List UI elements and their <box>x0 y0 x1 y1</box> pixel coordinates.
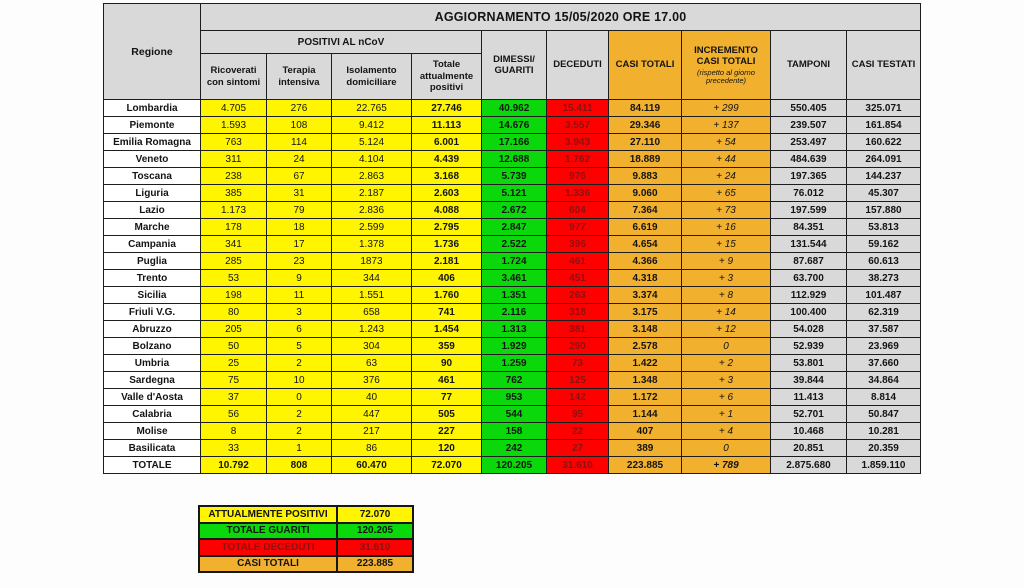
cell-ricoverati: 53 <box>201 270 267 287</box>
cell-totale-positivi: 461 <box>412 372 482 389</box>
title-row <box>104 4 921 31</box>
cell-guariti: 1.351 <box>482 287 547 304</box>
cell-casi-testati: 50.847 <box>847 406 921 423</box>
cell-guariti: 17.166 <box>482 134 547 151</box>
column-header-terapia-intensiva: Terapia intensiva <box>267 54 332 100</box>
cell-isolamento: 22.765 <box>332 100 412 117</box>
table-row <box>104 355 921 372</box>
cell-guariti: 1.313 <box>482 321 547 338</box>
cell-casi-totali: 2.578 <box>609 338 682 355</box>
cell-totale-positivi: 2.603 <box>412 185 482 202</box>
cell-tamponi: 550.405 <box>771 100 847 117</box>
cell-terapia: 67 <box>267 168 332 185</box>
cell-casi-testati: 37.587 <box>847 321 921 338</box>
cell-incremento: + 6 <box>682 389 771 406</box>
column-header-incremento <box>682 31 771 100</box>
cell-region: Umbria <box>104 355 201 372</box>
cell-totale-positivi: 3.168 <box>412 168 482 185</box>
table-row <box>104 440 921 457</box>
cell-totale-positivi: 406 <box>412 270 482 287</box>
cell-totale-positivi: 77 <box>412 389 482 406</box>
cell-casi-totali: 407 <box>609 423 682 440</box>
summary-value: 120.205 <box>337 523 413 540</box>
cell-deceduti: 15.411 <box>547 100 609 117</box>
cell-casi-totali: 4.318 <box>609 270 682 287</box>
table-row <box>104 100 921 117</box>
cell-guariti: 158 <box>482 423 547 440</box>
cell-casi-testati: 45.307 <box>847 185 921 202</box>
cell-casi-testati: 34.864 <box>847 372 921 389</box>
cell-tamponi: 100.400 <box>771 304 847 321</box>
cell-incremento: + 137 <box>682 117 771 134</box>
cell-incremento: + 3 <box>682 270 771 287</box>
summary-row <box>199 539 413 556</box>
cell-casi-totali: 29.346 <box>609 117 682 134</box>
cell-isolamento: 40 <box>332 389 412 406</box>
cell-isolamento: 447 <box>332 406 412 423</box>
table-title: AGGIORNAMENTO 15/05/2020 ORE 17.00 <box>201 4 921 31</box>
cell-tamponi: 54.028 <box>771 321 847 338</box>
column-header-isolamento: Isolamento domiciliare <box>332 54 412 100</box>
cell-isolamento: 2.599 <box>332 219 412 236</box>
cell-casi-totali: 3.148 <box>609 321 682 338</box>
cell-guariti: 3.461 <box>482 270 547 287</box>
cell-isolamento: 304 <box>332 338 412 355</box>
cell-casi-totali: 9.060 <box>609 185 682 202</box>
cell-terapia: 108 <box>267 117 332 134</box>
cell-deceduti: 27 <box>547 440 609 457</box>
cell-deceduti: 1.336 <box>547 185 609 202</box>
cell-isolamento: 2.836 <box>332 202 412 219</box>
cell-casi-totali: 3.374 <box>609 287 682 304</box>
cell-tamponi: 52.701 <box>771 406 847 423</box>
cell-deceduti: 3.943 <box>547 134 609 151</box>
cell-region: Trento <box>104 270 201 287</box>
cell-region: Emilia Romagna <box>104 134 201 151</box>
cell-guariti: 2.116 <box>482 304 547 321</box>
cell-incremento: + 12 <box>682 321 771 338</box>
summary-row <box>199 523 413 540</box>
cell-terapia: 2 <box>267 406 332 423</box>
cell-ricoverati: 341 <box>201 236 267 253</box>
cell-deceduti: 396 <box>547 236 609 253</box>
cell-casi-testati: 325.071 <box>847 100 921 117</box>
cell-guariti: 242 <box>482 440 547 457</box>
cell-casi-testati: 161.854 <box>847 117 921 134</box>
cell-terapia: 24 <box>267 151 332 168</box>
cell-terapia: 10 <box>267 372 332 389</box>
cell-isolamento: 1.378 <box>332 236 412 253</box>
table-body <box>104 100 921 474</box>
cell-ricoverati: 37 <box>201 389 267 406</box>
cell-incremento: + 54 <box>682 134 771 151</box>
cell-totale-positivi: 6.001 <box>412 134 482 151</box>
summary-row <box>199 506 413 523</box>
cell-totale-positivi: 72.070 <box>412 457 482 474</box>
cell-guariti: 2.847 <box>482 219 547 236</box>
cell-ricoverati: 10.792 <box>201 457 267 474</box>
cell-region: Sicilia <box>104 287 201 304</box>
cell-casi-totali: 7.364 <box>609 202 682 219</box>
cell-region: TOTALE <box>104 457 201 474</box>
cell-region: Friuli V.G. <box>104 304 201 321</box>
cell-totale-positivi: 90 <box>412 355 482 372</box>
column-header-tamponi: TAMPONI <box>771 31 847 100</box>
cell-guariti: 5.739 <box>482 168 547 185</box>
cell-terapia: 3 <box>267 304 332 321</box>
table-row <box>104 236 921 253</box>
cell-tamponi: 253.497 <box>771 134 847 151</box>
cell-guariti: 544 <box>482 406 547 423</box>
cell-region: Sardegna <box>104 372 201 389</box>
cell-ricoverati: 33 <box>201 440 267 457</box>
cell-deceduti: 22 <box>547 423 609 440</box>
summary-row <box>199 556 413 573</box>
cell-casi-totali: 3.175 <box>609 304 682 321</box>
summary-value: 223.885 <box>337 556 413 573</box>
cell-casi-totali: 1.422 <box>609 355 682 372</box>
cell-region: Veneto <box>104 151 201 168</box>
cell-casi-testati: 23.969 <box>847 338 921 355</box>
cell-incremento: + 65 <box>682 185 771 202</box>
cell-totale-positivi: 4.088 <box>412 202 482 219</box>
group-header-row <box>104 31 921 54</box>
cell-incremento: 0 <box>682 338 771 355</box>
cell-terapia: 114 <box>267 134 332 151</box>
table-row <box>104 202 921 219</box>
cell-terapia: 23 <box>267 253 332 270</box>
cell-isolamento: 1.551 <box>332 287 412 304</box>
cell-region: Bolzano <box>104 338 201 355</box>
cell-incremento: + 789 <box>682 457 771 474</box>
cell-deceduti: 31.610 <box>547 457 609 474</box>
cell-terapia: 79 <box>267 202 332 219</box>
cell-casi-testati: 20.359 <box>847 440 921 457</box>
cell-ricoverati: 178 <box>201 219 267 236</box>
cell-ricoverati: 50 <box>201 338 267 355</box>
cell-totale-positivi: 2.795 <box>412 219 482 236</box>
cell-terapia: 1 <box>267 440 332 457</box>
cell-deceduti: 263 <box>547 287 609 304</box>
cell-region: Campania <box>104 236 201 253</box>
cell-casi-testati: 101.487 <box>847 287 921 304</box>
cell-terapia: 11 <box>267 287 332 304</box>
cell-totale-positivi: 1.454 <box>412 321 482 338</box>
cell-isolamento: 344 <box>332 270 412 287</box>
cell-casi-totali: 1.144 <box>609 406 682 423</box>
table-row <box>104 406 921 423</box>
cell-guariti: 40.962 <box>482 100 547 117</box>
cell-deceduti: 142 <box>547 389 609 406</box>
summary-label: CASI TOTALI <box>199 556 337 573</box>
cell-region: Marche <box>104 219 201 236</box>
summary-label: ATTUALMENTE POSITIVI <box>199 506 337 523</box>
cell-isolamento: 5.124 <box>332 134 412 151</box>
cell-incremento: + 1 <box>682 406 771 423</box>
cell-guariti: 12.688 <box>482 151 547 168</box>
cell-isolamento: 2.863 <box>332 168 412 185</box>
cell-tamponi: 131.544 <box>771 236 847 253</box>
cell-isolamento: 4.104 <box>332 151 412 168</box>
table-row <box>104 389 921 406</box>
total-row <box>104 457 921 474</box>
cell-casi-totali: 4.654 <box>609 236 682 253</box>
cell-ricoverati: 80 <box>201 304 267 321</box>
cell-incremento: + 16 <box>682 219 771 236</box>
summary-body <box>199 506 413 572</box>
cell-casi-testati: 1.859.110 <box>847 457 921 474</box>
cell-terapia: 5 <box>267 338 332 355</box>
cell-deceduti: 976 <box>547 168 609 185</box>
table-header <box>104 4 921 100</box>
table-row <box>104 117 921 134</box>
incremento-label: INCREMENTO CASI TOTALI <box>694 44 758 68</box>
cell-ricoverati: 238 <box>201 168 267 185</box>
cell-ricoverati: 1.593 <box>201 117 267 134</box>
cell-region: Molise <box>104 423 201 440</box>
cell-tamponi: 87.687 <box>771 253 847 270</box>
cell-guariti: 2.672 <box>482 202 547 219</box>
cell-totale-positivi: 1.760 <box>412 287 482 304</box>
cell-deceduti: 3.557 <box>547 117 609 134</box>
cell-incremento: + 73 <box>682 202 771 219</box>
regional-covid-table <box>103 3 921 474</box>
cell-terapia: 18 <box>267 219 332 236</box>
cell-region: Calabria <box>104 406 201 423</box>
cell-ricoverati: 56 <box>201 406 267 423</box>
cell-incremento: + 2 <box>682 355 771 372</box>
cell-casi-testati: 37.660 <box>847 355 921 372</box>
summary-label: TOTALE DECEDUTI <box>199 539 337 556</box>
cell-guariti: 1.259 <box>482 355 547 372</box>
cell-tamponi: 2.875.680 <box>771 457 847 474</box>
cell-casi-totali: 84.119 <box>609 100 682 117</box>
column-header-totale-positivi: Totale attualmente positivi <box>412 54 482 100</box>
cell-region: Liguria <box>104 185 201 202</box>
cell-casi-totali: 27.110 <box>609 134 682 151</box>
cell-deceduti: 290 <box>547 338 609 355</box>
cell-tamponi: 197.365 <box>771 168 847 185</box>
cell-casi-testati: 38.273 <box>847 270 921 287</box>
cell-isolamento: 1.243 <box>332 321 412 338</box>
table-row <box>104 168 921 185</box>
column-header-dimessi-guariti: DIMESSI/ GUARITI <box>482 31 547 100</box>
cell-tamponi: 53.801 <box>771 355 847 372</box>
cell-guariti: 5.121 <box>482 185 547 202</box>
cell-guariti: 1.724 <box>482 253 547 270</box>
cell-guariti: 762 <box>482 372 547 389</box>
cell-casi-testati: 160.622 <box>847 134 921 151</box>
cell-terapia: 31 <box>267 185 332 202</box>
table-row <box>104 134 921 151</box>
cell-casi-totali: 1.172 <box>609 389 682 406</box>
cell-deceduti: 318 <box>547 304 609 321</box>
cell-isolamento: 9.412 <box>332 117 412 134</box>
table-row <box>104 185 921 202</box>
cell-isolamento: 1873 <box>332 253 412 270</box>
cell-guariti: 120.205 <box>482 457 547 474</box>
cell-guariti: 14.676 <box>482 117 547 134</box>
cell-terapia: 2 <box>267 355 332 372</box>
cell-terapia: 17 <box>267 236 332 253</box>
table-row <box>104 287 921 304</box>
incremento-note: (rispetto al giorno precedente) <box>697 67 755 85</box>
cell-incremento: + 4 <box>682 423 771 440</box>
cell-tamponi: 76.012 <box>771 185 847 202</box>
table-row <box>104 321 921 338</box>
cell-tamponi: 197.599 <box>771 202 847 219</box>
cell-casi-testati: 60.613 <box>847 253 921 270</box>
cell-tamponi: 20.851 <box>771 440 847 457</box>
cell-casi-testati: 157.880 <box>847 202 921 219</box>
cell-ricoverati: 198 <box>201 287 267 304</box>
cell-ricoverati: 1.173 <box>201 202 267 219</box>
cell-deceduti: 461 <box>547 253 609 270</box>
column-group-positivi-ncov: POSITIVI AL nCoV <box>201 31 482 54</box>
cell-casi-testati: 53.813 <box>847 219 921 236</box>
cell-incremento: 0 <box>682 440 771 457</box>
cell-terapia: 0 <box>267 389 332 406</box>
cell-ricoverati: 4.705 <box>201 100 267 117</box>
cell-deceduti: 604 <box>547 202 609 219</box>
cell-ricoverati: 285 <box>201 253 267 270</box>
cell-tamponi: 39.844 <box>771 372 847 389</box>
cell-incremento: + 24 <box>682 168 771 185</box>
cell-isolamento: 86 <box>332 440 412 457</box>
cell-isolamento: 2.187 <box>332 185 412 202</box>
cell-ricoverati: 385 <box>201 185 267 202</box>
table-row <box>104 270 921 287</box>
table-row <box>104 423 921 440</box>
cell-incremento: + 3 <box>682 372 771 389</box>
summary-value: 31.610 <box>337 539 413 556</box>
cell-deceduti: 1.762 <box>547 151 609 168</box>
cell-ricoverati: 205 <box>201 321 267 338</box>
cell-tamponi: 484.639 <box>771 151 847 168</box>
cell-tamponi: 52.939 <box>771 338 847 355</box>
cell-totale-positivi: 120 <box>412 440 482 457</box>
cell-deceduti: 977 <box>547 219 609 236</box>
cell-deceduti: 451 <box>547 270 609 287</box>
cell-region: Piemonte <box>104 117 201 134</box>
cell-deceduti: 125 <box>547 372 609 389</box>
cell-totale-positivi: 27.746 <box>412 100 482 117</box>
cell-tamponi: 63.700 <box>771 270 847 287</box>
cell-casi-totali: 18.889 <box>609 151 682 168</box>
cell-ricoverati: 763 <box>201 134 267 151</box>
cell-casi-testati: 62.319 <box>847 304 921 321</box>
cell-isolamento: 658 <box>332 304 412 321</box>
cell-totale-positivi: 11.113 <box>412 117 482 134</box>
cell-incremento: + 44 <box>682 151 771 168</box>
cell-incremento: + 9 <box>682 253 771 270</box>
cell-tamponi: 112.929 <box>771 287 847 304</box>
cell-guariti: 953 <box>482 389 547 406</box>
cell-totale-positivi: 2.181 <box>412 253 482 270</box>
table-row <box>104 304 921 321</box>
cell-region: Lombardia <box>104 100 201 117</box>
cell-totale-positivi: 1.736 <box>412 236 482 253</box>
cell-region: Puglia <box>104 253 201 270</box>
cell-guariti: 1.929 <box>482 338 547 355</box>
table-row <box>104 151 921 168</box>
cell-deceduti: 381 <box>547 321 609 338</box>
cell-ricoverati: 8 <box>201 423 267 440</box>
cell-deceduti: 73 <box>547 355 609 372</box>
cell-incremento: + 299 <box>682 100 771 117</box>
cell-ricoverati: 311 <box>201 151 267 168</box>
cell-casi-totali: 6.619 <box>609 219 682 236</box>
column-header-casi-testati: CASI TESTATI <box>847 31 921 100</box>
cell-guariti: 2.522 <box>482 236 547 253</box>
cell-terapia: 9 <box>267 270 332 287</box>
cell-totale-positivi: 505 <box>412 406 482 423</box>
cell-isolamento: 60.470 <box>332 457 412 474</box>
summary-value: 72.070 <box>337 506 413 523</box>
cell-incremento: + 14 <box>682 304 771 321</box>
cell-tamponi: 84.351 <box>771 219 847 236</box>
cell-totale-positivi: 4.439 <box>412 151 482 168</box>
cell-terapia: 2 <box>267 423 332 440</box>
table-row <box>104 219 921 236</box>
cell-casi-testati: 10.281 <box>847 423 921 440</box>
table-row <box>104 372 921 389</box>
cell-casi-testati: 59.162 <box>847 236 921 253</box>
cell-totale-positivi: 741 <box>412 304 482 321</box>
column-header-deceduti: DECEDUTI <box>547 31 609 100</box>
cell-casi-testati: 264.091 <box>847 151 921 168</box>
summary-label: TOTALE GUARITI <box>199 523 337 540</box>
cell-isolamento: 217 <box>332 423 412 440</box>
summary-table <box>198 505 414 573</box>
cell-terapia: 276 <box>267 100 332 117</box>
column-header-casi-totali: CASI TOTALI <box>609 31 682 100</box>
cell-tamponi: 239.507 <box>771 117 847 134</box>
cell-casi-totali: 4.366 <box>609 253 682 270</box>
cell-isolamento: 63 <box>332 355 412 372</box>
column-header-ricoverati: Ricoverati con sintomi <box>201 54 267 100</box>
cell-ricoverati: 75 <box>201 372 267 389</box>
cell-deceduti: 95 <box>547 406 609 423</box>
cell-region: Basilicata <box>104 440 201 457</box>
cell-totale-positivi: 359 <box>412 338 482 355</box>
cell-incremento: + 15 <box>682 236 771 253</box>
cell-totale-positivi: 227 <box>412 423 482 440</box>
table-row <box>104 338 921 355</box>
cell-casi-totali: 1.348 <box>609 372 682 389</box>
cell-region: Toscana <box>104 168 201 185</box>
cell-region: Valle d'Aosta <box>104 389 201 406</box>
column-header-regione: Regione <box>104 4 201 100</box>
cell-incremento: + 8 <box>682 287 771 304</box>
cell-tamponi: 11.413 <box>771 389 847 406</box>
cell-casi-testati: 144.237 <box>847 168 921 185</box>
cell-terapia: 808 <box>267 457 332 474</box>
cell-casi-testati: 8.814 <box>847 389 921 406</box>
cell-ricoverati: 25 <box>201 355 267 372</box>
cell-region: Lazio <box>104 202 201 219</box>
table-row <box>104 253 921 270</box>
cell-tamponi: 10.468 <box>771 423 847 440</box>
cell-region: Abruzzo <box>104 321 201 338</box>
cell-terapia: 6 <box>267 321 332 338</box>
cell-casi-totali: 223.885 <box>609 457 682 474</box>
cell-casi-totali: 9.883 <box>609 168 682 185</box>
cell-casi-totali: 389 <box>609 440 682 457</box>
cell-isolamento: 376 <box>332 372 412 389</box>
